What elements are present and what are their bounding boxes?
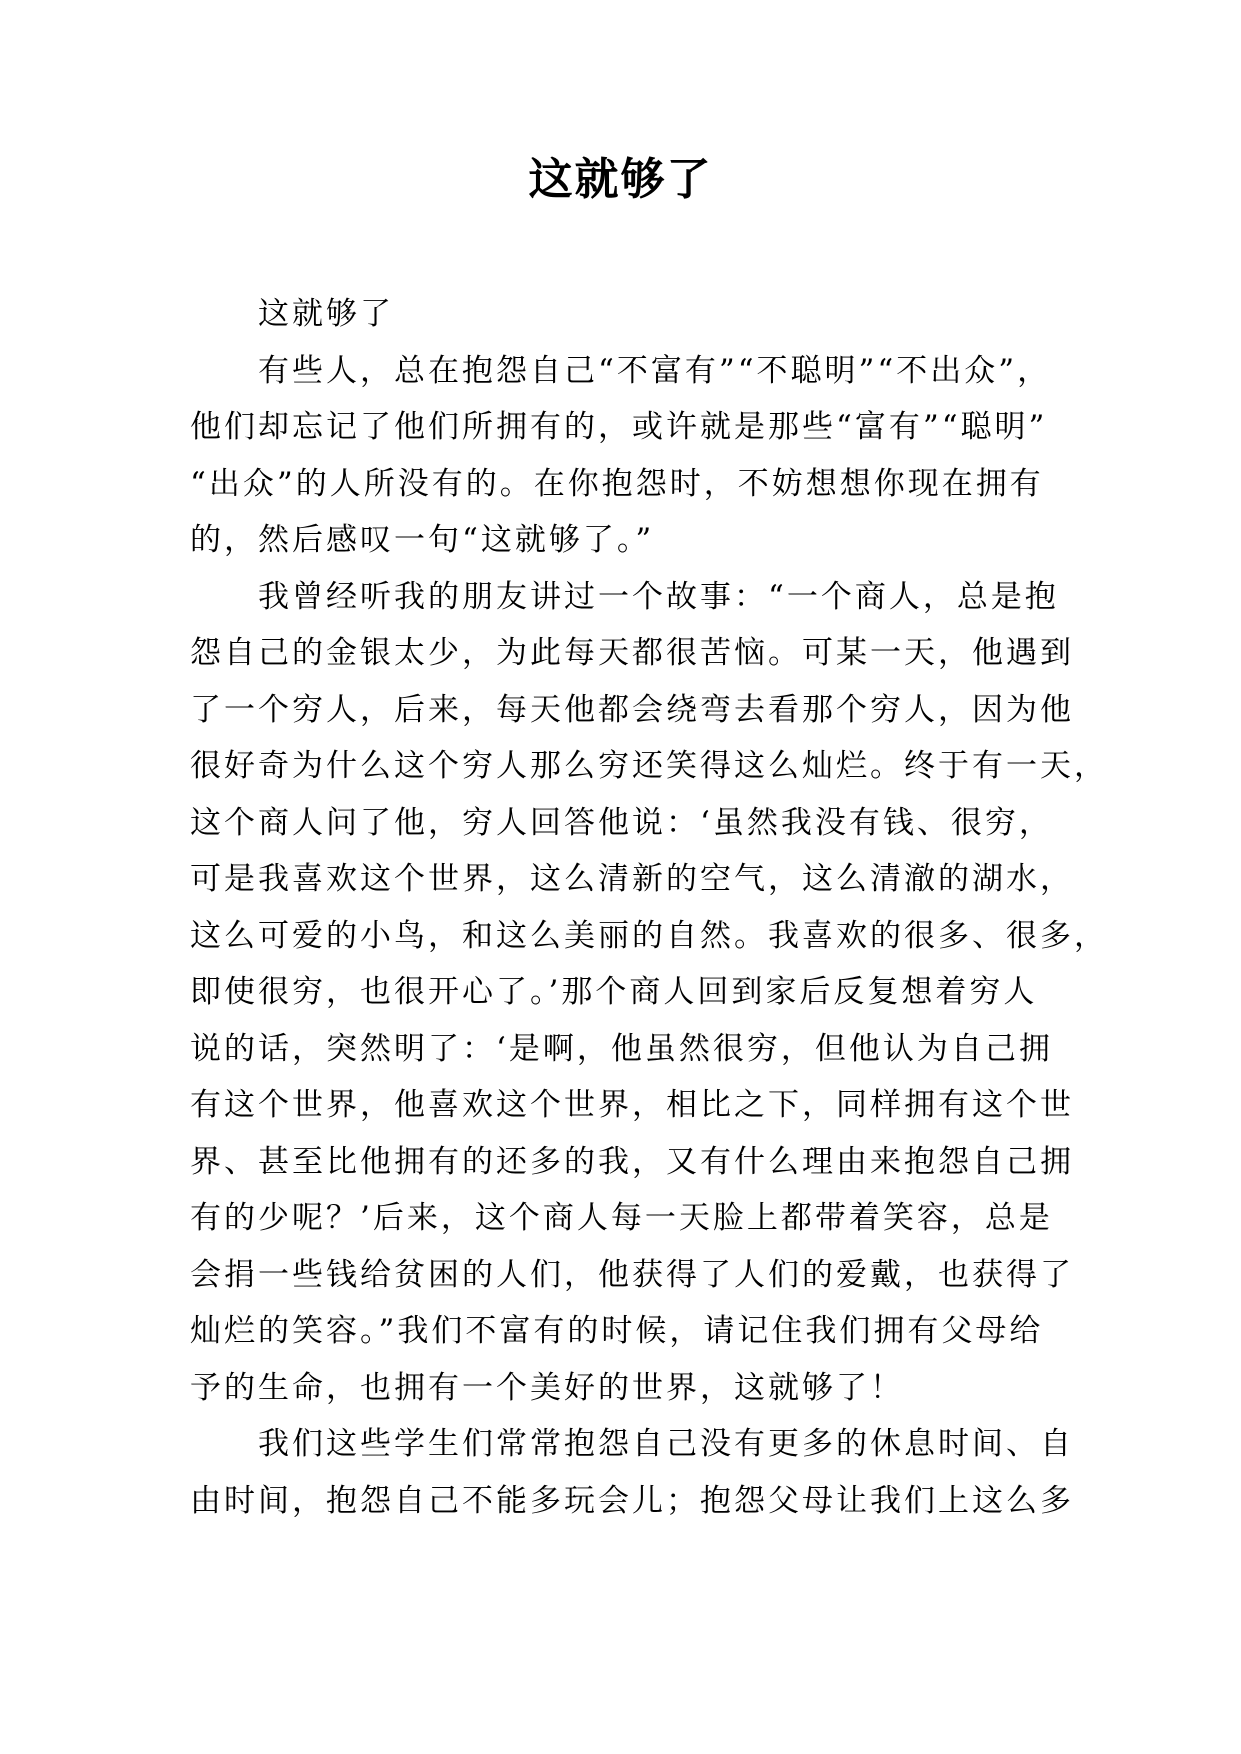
document-body — [190, 286, 1108, 1529]
paragraph-line: “出众”的人所没有的。在你抱怨时，不妨想想你现在拥有 — [190, 465, 1044, 502]
paragraph-subtitle — [190, 286, 1060, 343]
paragraph-line: 界、甚至比他拥有的还多的我，又有什么理由来抱怨自己拥 — [190, 1143, 1074, 1180]
paragraph-3 — [190, 1416, 1074, 1529]
paragraph-line: 这就够了 — [258, 296, 394, 332]
paragraph-line: 怨自己的金银太少，为此每天都很苦恼。可某一天，他遇到 — [190, 635, 1074, 671]
paragraph-line: 的，然后感叹一句“这就够了。” — [190, 522, 655, 558]
document-title: 这就够了 — [528, 154, 713, 205]
paragraph-line: 很好奇为什么这个穷人那么穷还笑得这么灿烂。终于有一天， — [190, 748, 1108, 784]
paragraph-2 — [190, 569, 1108, 1417]
paragraph-line: 有些人，总在抱怨自己“不富有”“不聪明”“不出众”， — [258, 352, 1052, 389]
paragraph-line: 灿烂的笑容。”我们不富有的时候，请记住我们拥有父母给 — [190, 1313, 1044, 1349]
paragraph-1 — [190, 343, 1060, 569]
paragraph-line: 可是我喜欢这个世界，这么清新的空气，这么清澈的湖水， — [190, 861, 1074, 897]
paragraph-line: 他们却忘记了他们所拥有的，或许就是那些“富有”“聪明” — [190, 409, 1048, 445]
paragraph-line: 这么可爱的小鸟，和这么美丽的自然。我喜欢的很多、很多， — [190, 917, 1108, 954]
paragraph-line: 有的少呢？’后来，这个商人每一天脸上都带着笑容，总是 — [190, 1200, 1053, 1236]
paragraph-line: 会捐一些钱给贫困的人们，他获得了人们的爱戴，也获得了 — [190, 1256, 1074, 1293]
paragraph-line: 说的话，突然明了：‘是啊，他虽然很穷，但他认为自己拥 — [190, 1030, 1053, 1067]
paragraph-line: 了一个穷人，后来，每天他都会绕弯去看那个穷人，因为他 — [190, 691, 1074, 728]
paragraph-line: 即使很穷，也很开心了。’那个商人回到家后反复想着穷人 — [190, 974, 1038, 1010]
paragraph-line: 有这个世界，他喜欢这个世界，相比之下，同样拥有这个世 — [190, 1087, 1074, 1123]
paragraph-line: 予的生命，也拥有一个美好的世界，这就够了！ — [190, 1369, 904, 1406]
paragraph-line: 我曾经听我的朋友讲过一个故事：“一个商人，总是抱 — [258, 578, 1059, 615]
paragraph-line: 我们这些学生们常常抱怨自己没有更多的休息时间、自 — [258, 1426, 1074, 1462]
paragraph-line: 这个商人问了他，穷人回答他说：‘虽然我没有钱、很穷， — [190, 804, 1053, 841]
paragraph-line: 由时间，抱怨自己不能多玩会儿；抱怨父母让我们上这么多 — [190, 1482, 1074, 1519]
